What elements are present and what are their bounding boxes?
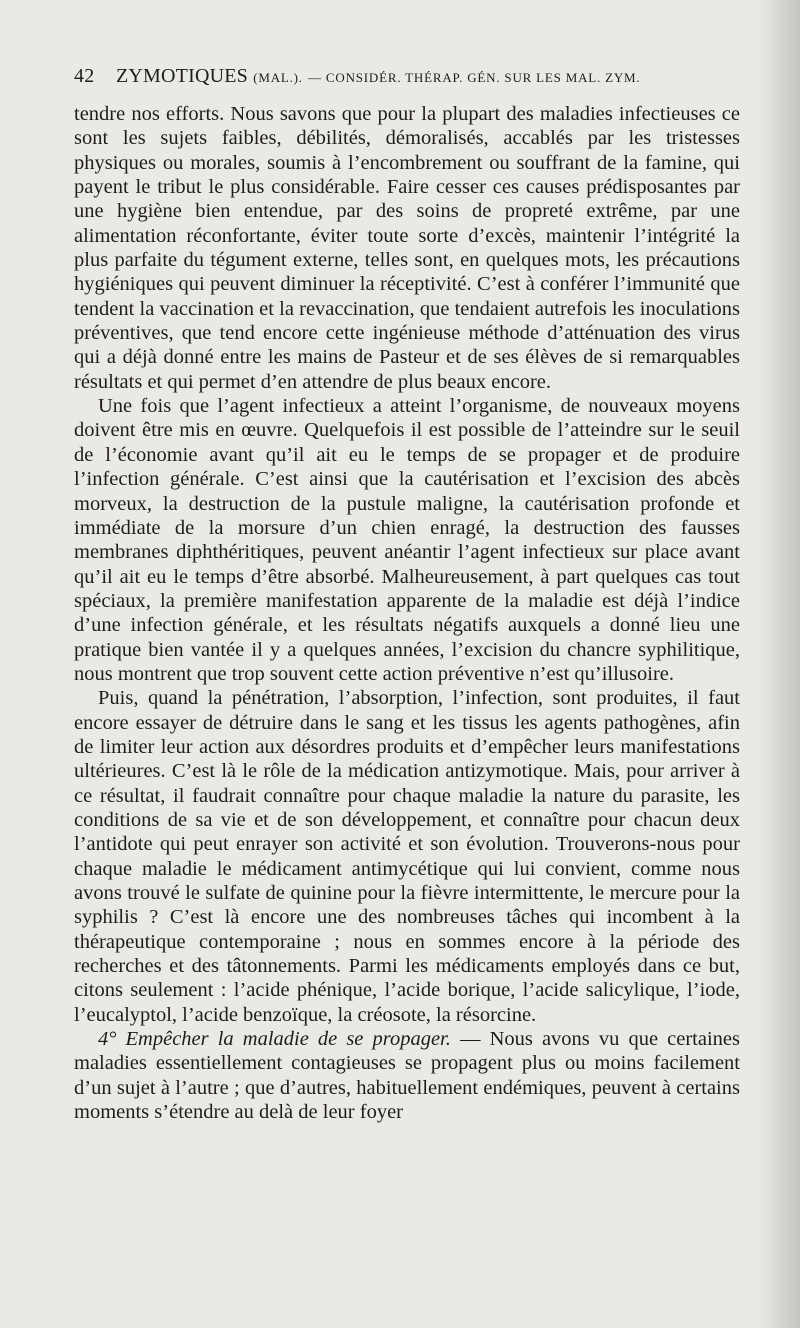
body-text [74,102,740,1124]
paragraph-1-text: tendre nos efforts. Nous savons que pour la plupart des maladies infectieuses ce sont les sujets faibles, débilités, démoralisés, accablés par les tristesses physiques ou morales, soumis à l’encombrement ou souffrant de la famine, qui payent le tribut le plus considérable. Faire cesser ces causes prédisposantes par une hygiène bien entendue, par des soins de propreté extrême, par une alimentation réconfortante, éviter toute sorte d’excès, maintenir l’intégrité la plus parfaite du tégument externe, telles sont, en quelques mots, les précautions hygiéniques qui peuvent diminuer la réceptivité. C’est à conférer l’immunité que tendent la vaccination et la revaccination, que tendaient autrefois les inoculations préventives, que tend encore cette ingénieuse méthode d’atténuation des virus qui a déjà donné entre les mains de Pasteur et de ses élèves de si remarquables résultats et qui permet d’en attendre de plus beaux encore. [74,103,740,393]
paragraph-2-text: Une fois que l’agent infectieux a atteint l’organisme, de nouveaux moyens doivent être mis en œuvre. Quelquefois il est possible de l’atteindre sur le seuil de l’économie avant qu’il ait eu le temps de se propager et de produire l’infection générale. C’est ainsi que la cautérisation et l’excision des abcès morveux, la destruction de la pustule maligne, la cautérisation profonde et immédiate de la morsure d’un chien enragé, la destruction des fausses membranes diphthéritiques, peuvent anéantir l’agent infectieux sur place avant qu’il ait eu le temps d’être absorbé. Malheureusement, à part quelques cas tout spéciaux, la première manifestation apparente de la maladie est déjà l’indice d’une infection générale, et les résultats négatifs auxquels a donné lieu une pratique bien vantée il y a quelques années, l’excision du chancre syphilitique, nous montrent que trop souvent cette action préventive n’est qu’illusoire. [74,395,740,685]
paragraph-3-text: Puis, quand la pénétration, l’absorption, l’infection, sont produites, il faut encore essayer de détruire dans le sang et les tissus les agents pathogènes, afin de limiter leur action aux désordres produits et d’empêcher leurs manifestations ultérieures. C’est là le rôle de la médication antizymotique. Mais, pour arriver à ce résultat, il faudrait connaître pour chaque maladie la nature du parasite, les conditions de sa vie et de son développement, et connaître pour chacun deux l’antidote qui peut enrayer son activité et son évolution. Trouverons-nous pour chaque maladie le médicament antimycétique qui lui convient, comme nous avons trouvé le sulfate de quinine pour la fièvre intermittente, le mercure pour la syphilis ? C’est là encore une des nombreuses tâches qui incombent à la thérapeutique contemporaine ; nous en sommes encore à la période des recherches et des tâtonnements. Parmi les médicaments employés dans ce but, citons seulement : l’acide phénique, l’acide borique, l’acide salicylique, l’iode, l’eucalyptol, l’acide benzoïque, la créosote, la résorcine. [74,687,740,1026]
paragraph-2 [74,394,740,686]
paragraph-4 [74,1027,740,1124]
running-header [74,62,740,92]
paragraph-4-text: — Nous avons vu que certaines maladies essentiellement contagieuses se propagent plus ou moins facilement d’un sujet à l’autre ; que d’autres, habituellement endémiques, peuvent à certains moments s’étendre au delà de leur foyer [74,1028,740,1124]
running-title-paren: (MAL.). [253,70,303,85]
section-heading: 4° Empêcher la maladie de se propager. [98,1028,451,1051]
paragraph-3 [74,686,740,1027]
book-page [74,62,740,1124]
running-title-rest: — CONSIDÉR. THÉRAP. GÉN. SUR LES MAL. ZYM. [308,70,641,85]
paragraph-1 [74,102,740,394]
running-title [116,62,640,92]
running-title-main: ZYMOTIQUES [116,65,248,87]
page-edge-shadow [758,0,800,1328]
page-number: 42 [74,65,95,87]
